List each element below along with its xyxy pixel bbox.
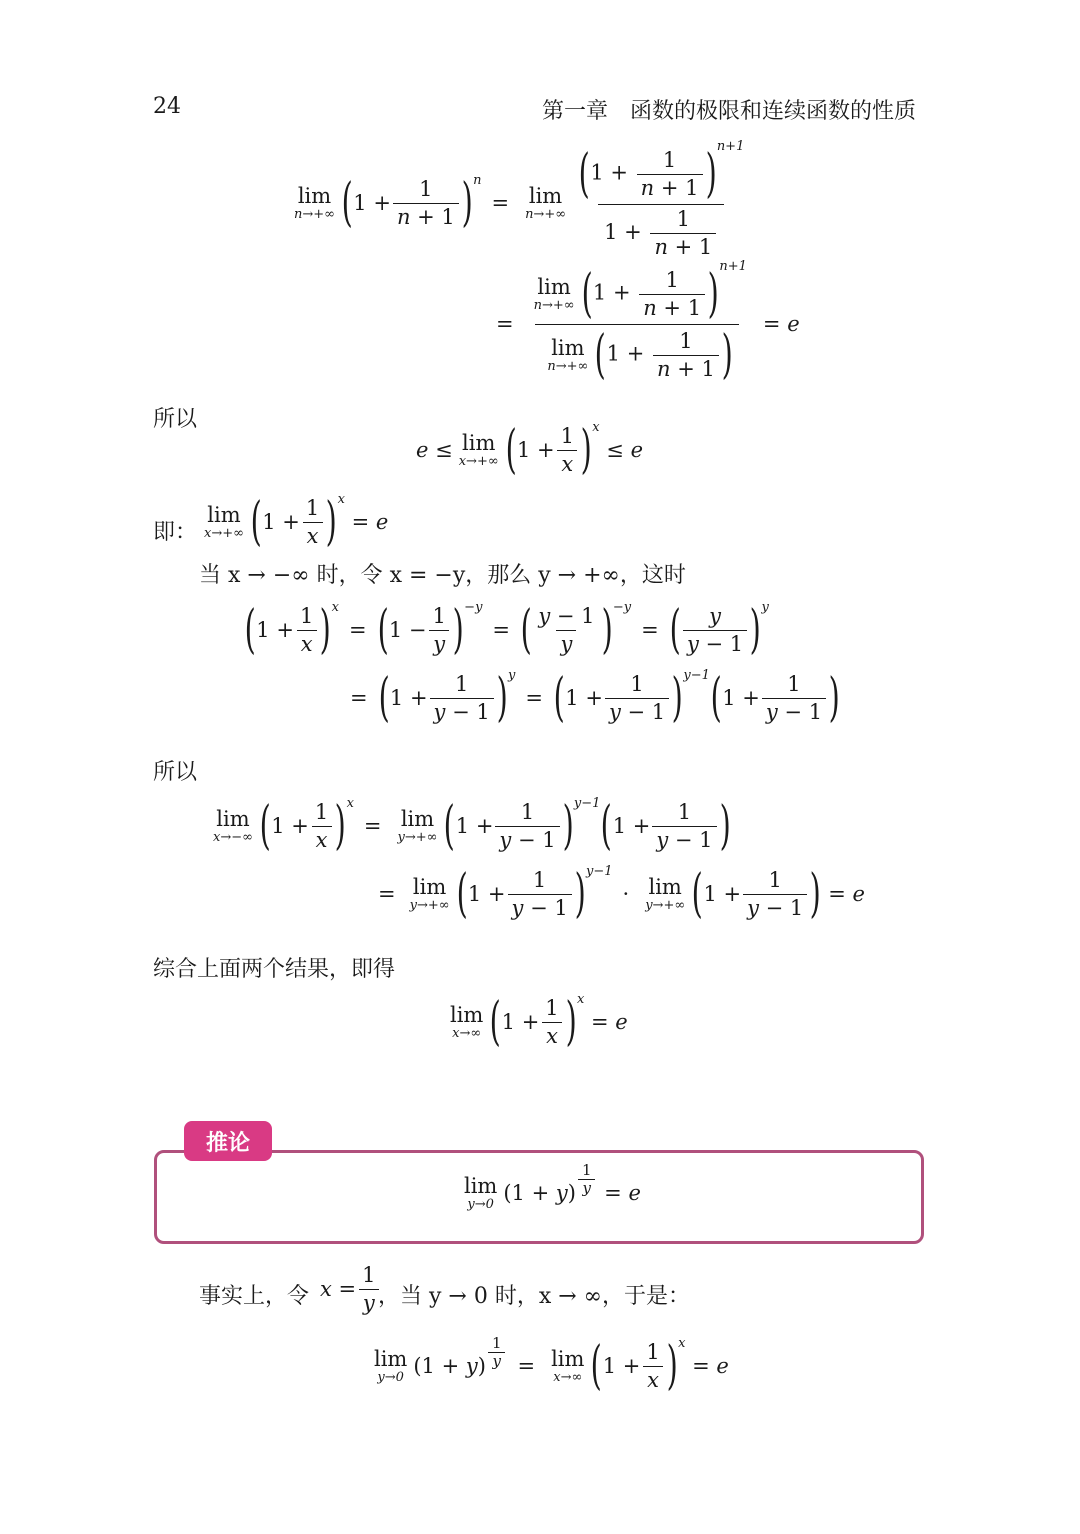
text-combine: 综合上面两个结果，即得 (153, 957, 396, 982)
equation-last: lim y→0 (1 + y ) $\frac{1}{y}$ = lim x→∞ ( 1 + $\frac{1}{x}$ ) $^x$ = e (374, 1333, 729, 1396)
equation-1-line-2: = lim n→+∞ (1 + $\frac{1}{n + 1}$ )$^{n+1}$ lim n→+∞ (1 + $\frac{1}{n + 1}$ ) = e (496, 258, 800, 385)
equation-3-line-2: = lim y→+∞ ( 1 + $\frac{1}{y - 1}$ ) $^{y-1}$ · lim y→+∞ ( 1 + $\frac{1}{y - 1}$ ) = e (378, 864, 865, 924)
equation-3-line-1: lim x→−∞ ( 1 + $\frac{1}{x}$ ) $^x$ = lim y→+∞ ( 1 + $\frac{1}{y - 1}$ ) $^{y-1}$ ( 1 + $\frac{1}{y - 1}$ ) (213, 796, 731, 856)
limit-operator: lim n→+∞ (294, 183, 335, 222)
limit-operator: lim n→+∞ (525, 183, 567, 222)
corollary-formula: lim y→0 (1 + y ) $\frac{1}{y}$ = e (464, 1161, 641, 1212)
fact-substitution: x = $\frac{1}{y}$ (320, 1265, 382, 1314)
text-ie-label: 即： (153, 520, 198, 545)
text-fact-prefix: 事实上，令 (199, 1284, 310, 1309)
equation-ie: lim x→+∞ ( 1 + $\frac{1}{x}$ ) $^x$ = e (204, 492, 389, 552)
text-so-1: 所以 (153, 407, 198, 432)
chapter-title: 第一章 函数的极限和连续函数的性质 (542, 99, 917, 124)
text-when-line: 当 x → −∞ 时，令 x = −y，那么 y → +∞，这时 (199, 563, 686, 588)
equation-2-line-2: = ( 1 + $\frac{1}{y - 1}$ ) $^y$ = ( 1 + $\frac{1}{y - 1}$ ) $^{y-1}$ ( 1 + $\frac{1}{y - 1}$ ) (350, 668, 840, 728)
equation-1-line-1: lim n→+∞ ( 1 + $\frac{1}{n + 1}$ ) $^n$ = lim n→+∞ (1 + $\frac{1}{n + 1}$ )$^{n+1}$ 1 + $\frac{1}{n + 1}$ (294, 138, 745, 259)
equation-2-line-1: ( 1 + $\frac{1}{x}$ ) $^x$ = ( 1 − $\frac{1}{y}$ ) $^{-y}$ = ( $\frac{y - 1}{y}$ ) $^{-y}$ = ( $\frac{y}{y - 1}$ ) $^y$ (244, 600, 769, 660)
equation-inequality: e ≤ lim x→+∞ ( 1 + $\frac{1}{x}$ ) $^x$ ≤ e (416, 420, 644, 480)
equation-final: lim x→∞ ( 1 + $\frac{1}{x}$ ) $^x$ = e (450, 992, 628, 1052)
text-fact-mid: ，当 y → 0 时，x → ∞，于是： (378, 1284, 690, 1309)
page-number: 24 (153, 94, 181, 119)
text-so-2: 所以 (153, 760, 198, 785)
corollary-tag: 推论 (184, 1121, 272, 1161)
